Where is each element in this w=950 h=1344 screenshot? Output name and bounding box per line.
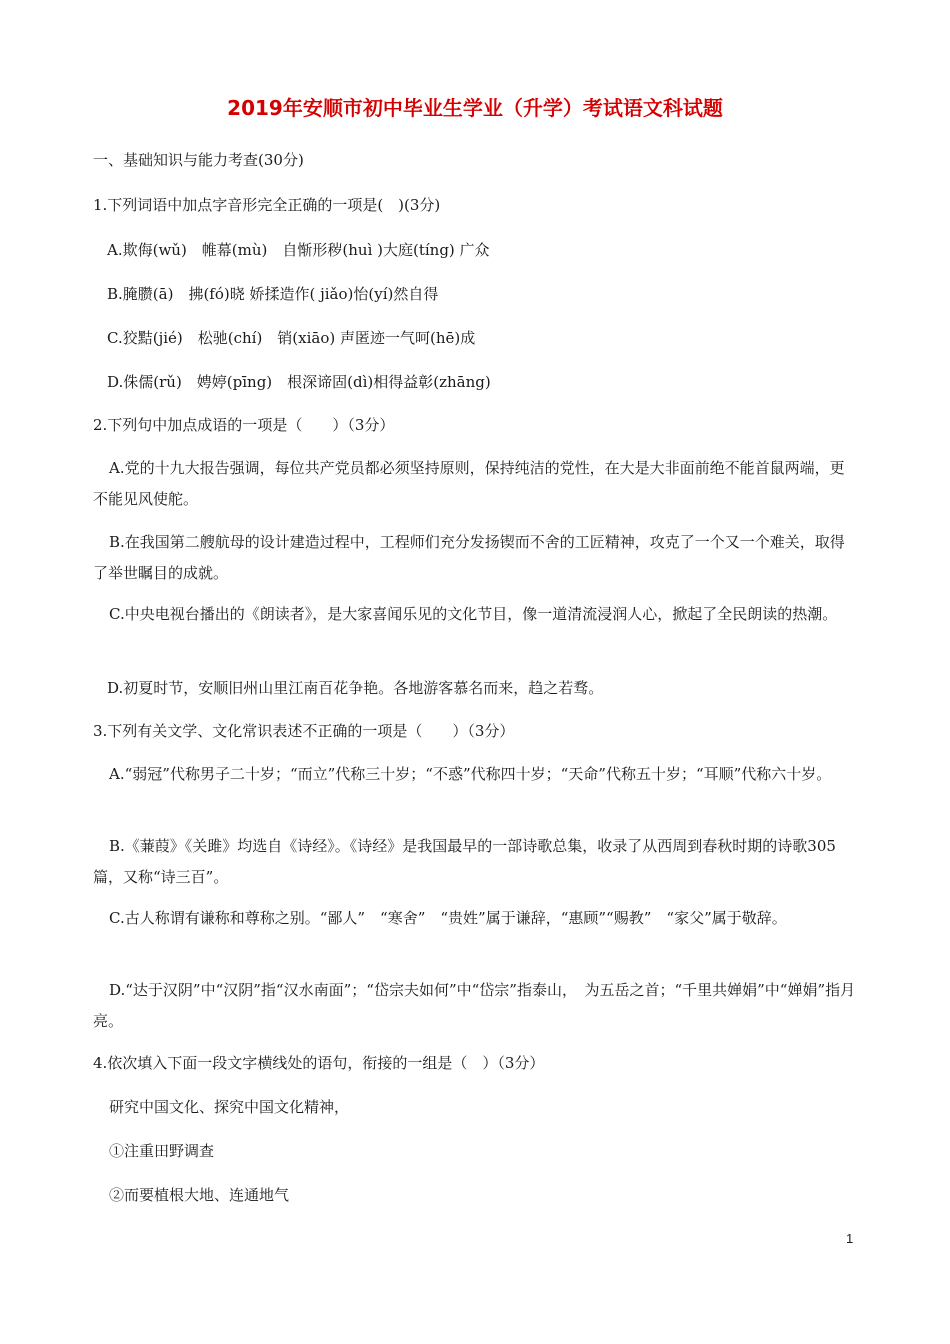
question-2-option-a: A.党的十九大报告强调，每位共产党员都必须坚持原则，保持纯洁的党性，在大是大非面前绝不能首鼠两端，更不能见风使舵。 xyxy=(93,459,845,508)
question-1-option-c: C.狡黠(jié) 松驰(chí) 销(xiāo) 声匿迹一气呵(hē)成 xyxy=(107,329,476,347)
question-4-item-1: ①注重田野调查 xyxy=(109,1142,215,1160)
question-3-option-b: B.《蒹葭》《关雎》均选自《诗经》。《诗经》是我国最早的一部诗歌总集，收录了从西周到春秋时期的诗歌305篇，又称“诗三百”。 xyxy=(93,837,836,886)
question-2-option-c: C.中央电视台播出的《朗读者》，是大家喜闻乐见的文化节目，像一道清流浸润人心，掀起了全民朗读的热潮。 xyxy=(109,605,838,623)
question-3-stem: 3.下列有关文学、文化常识表述不正确的一项是（ ）（3分） xyxy=(93,722,515,740)
question-3-option-c: C.古人称谓有谦称和尊称之别。“鄙人” “寒舍” “贵姓”属于谦辞，“惠顾”“赐教” “家父”属于敬辞。 xyxy=(109,909,787,927)
question-1-option-a: A.欺侮(wǔ) 帷幕(mù) 自惭形秽(huì )大庭(tíng) 广众 xyxy=(107,241,490,259)
question-2-option-d: D.初夏时节，安顺旧州山里江南百花争艳。各地游客慕名而来，趋之若骛。 xyxy=(107,679,604,697)
exam-title: 2019年安顺市初中毕业生学业（升学）考试语文科试题 xyxy=(227,96,723,120)
question-4-stem: 4.依次填入下面一段文字横线处的语句，衔接的一组是（ ）（3分） xyxy=(93,1054,545,1072)
question-1-option-d: D.侏儒(rǔ) 娉婷(pīng) 根深谛固(dì)相得益彰(zhāng) xyxy=(107,373,491,391)
question-2-option-b: B.在我国第二艘航母的设计建造过程中，工程师们充分发扬锲而不舍的工匠精神，攻克了一个又一个难关，取得了举世瞩目的成就。 xyxy=(93,533,845,582)
question-4-item-2: ②而要植根大地、连通地气 xyxy=(109,1186,290,1204)
question-4-intro: 研究中国文化、探究中国文化精神， xyxy=(109,1098,350,1116)
question-2-stem: 2.下列句中加点成语的一项是（ ）（3分） xyxy=(93,416,395,434)
question-1-stem: 1.下列词语中加点字音形完全正确的一项是( )(3分) xyxy=(93,196,441,214)
page-number: 1 xyxy=(846,1231,854,1246)
question-1-option-b: B.腌臜(ā) 拂(fó)晓 娇揉造作( jiǎo)怡(yí)然自得 xyxy=(107,285,439,303)
question-3-option-a: A.“弱冠”代称男子二十岁；“而立”代称三十岁；“不惑”代称四十岁；“天命”代称五十岁；“耳顺”代称六十岁。 xyxy=(109,765,832,783)
section-heading: 一、基础知识与能力考查(30分) xyxy=(93,151,304,169)
question-3-option-d: D.“达于汉阴”中“汉阴”指“汉水南面”；“岱宗夫如何”中“岱宗”指泰山， 为五岳之首；“千里共婵娟”中“婵娟”指月亮。 xyxy=(93,981,856,1030)
